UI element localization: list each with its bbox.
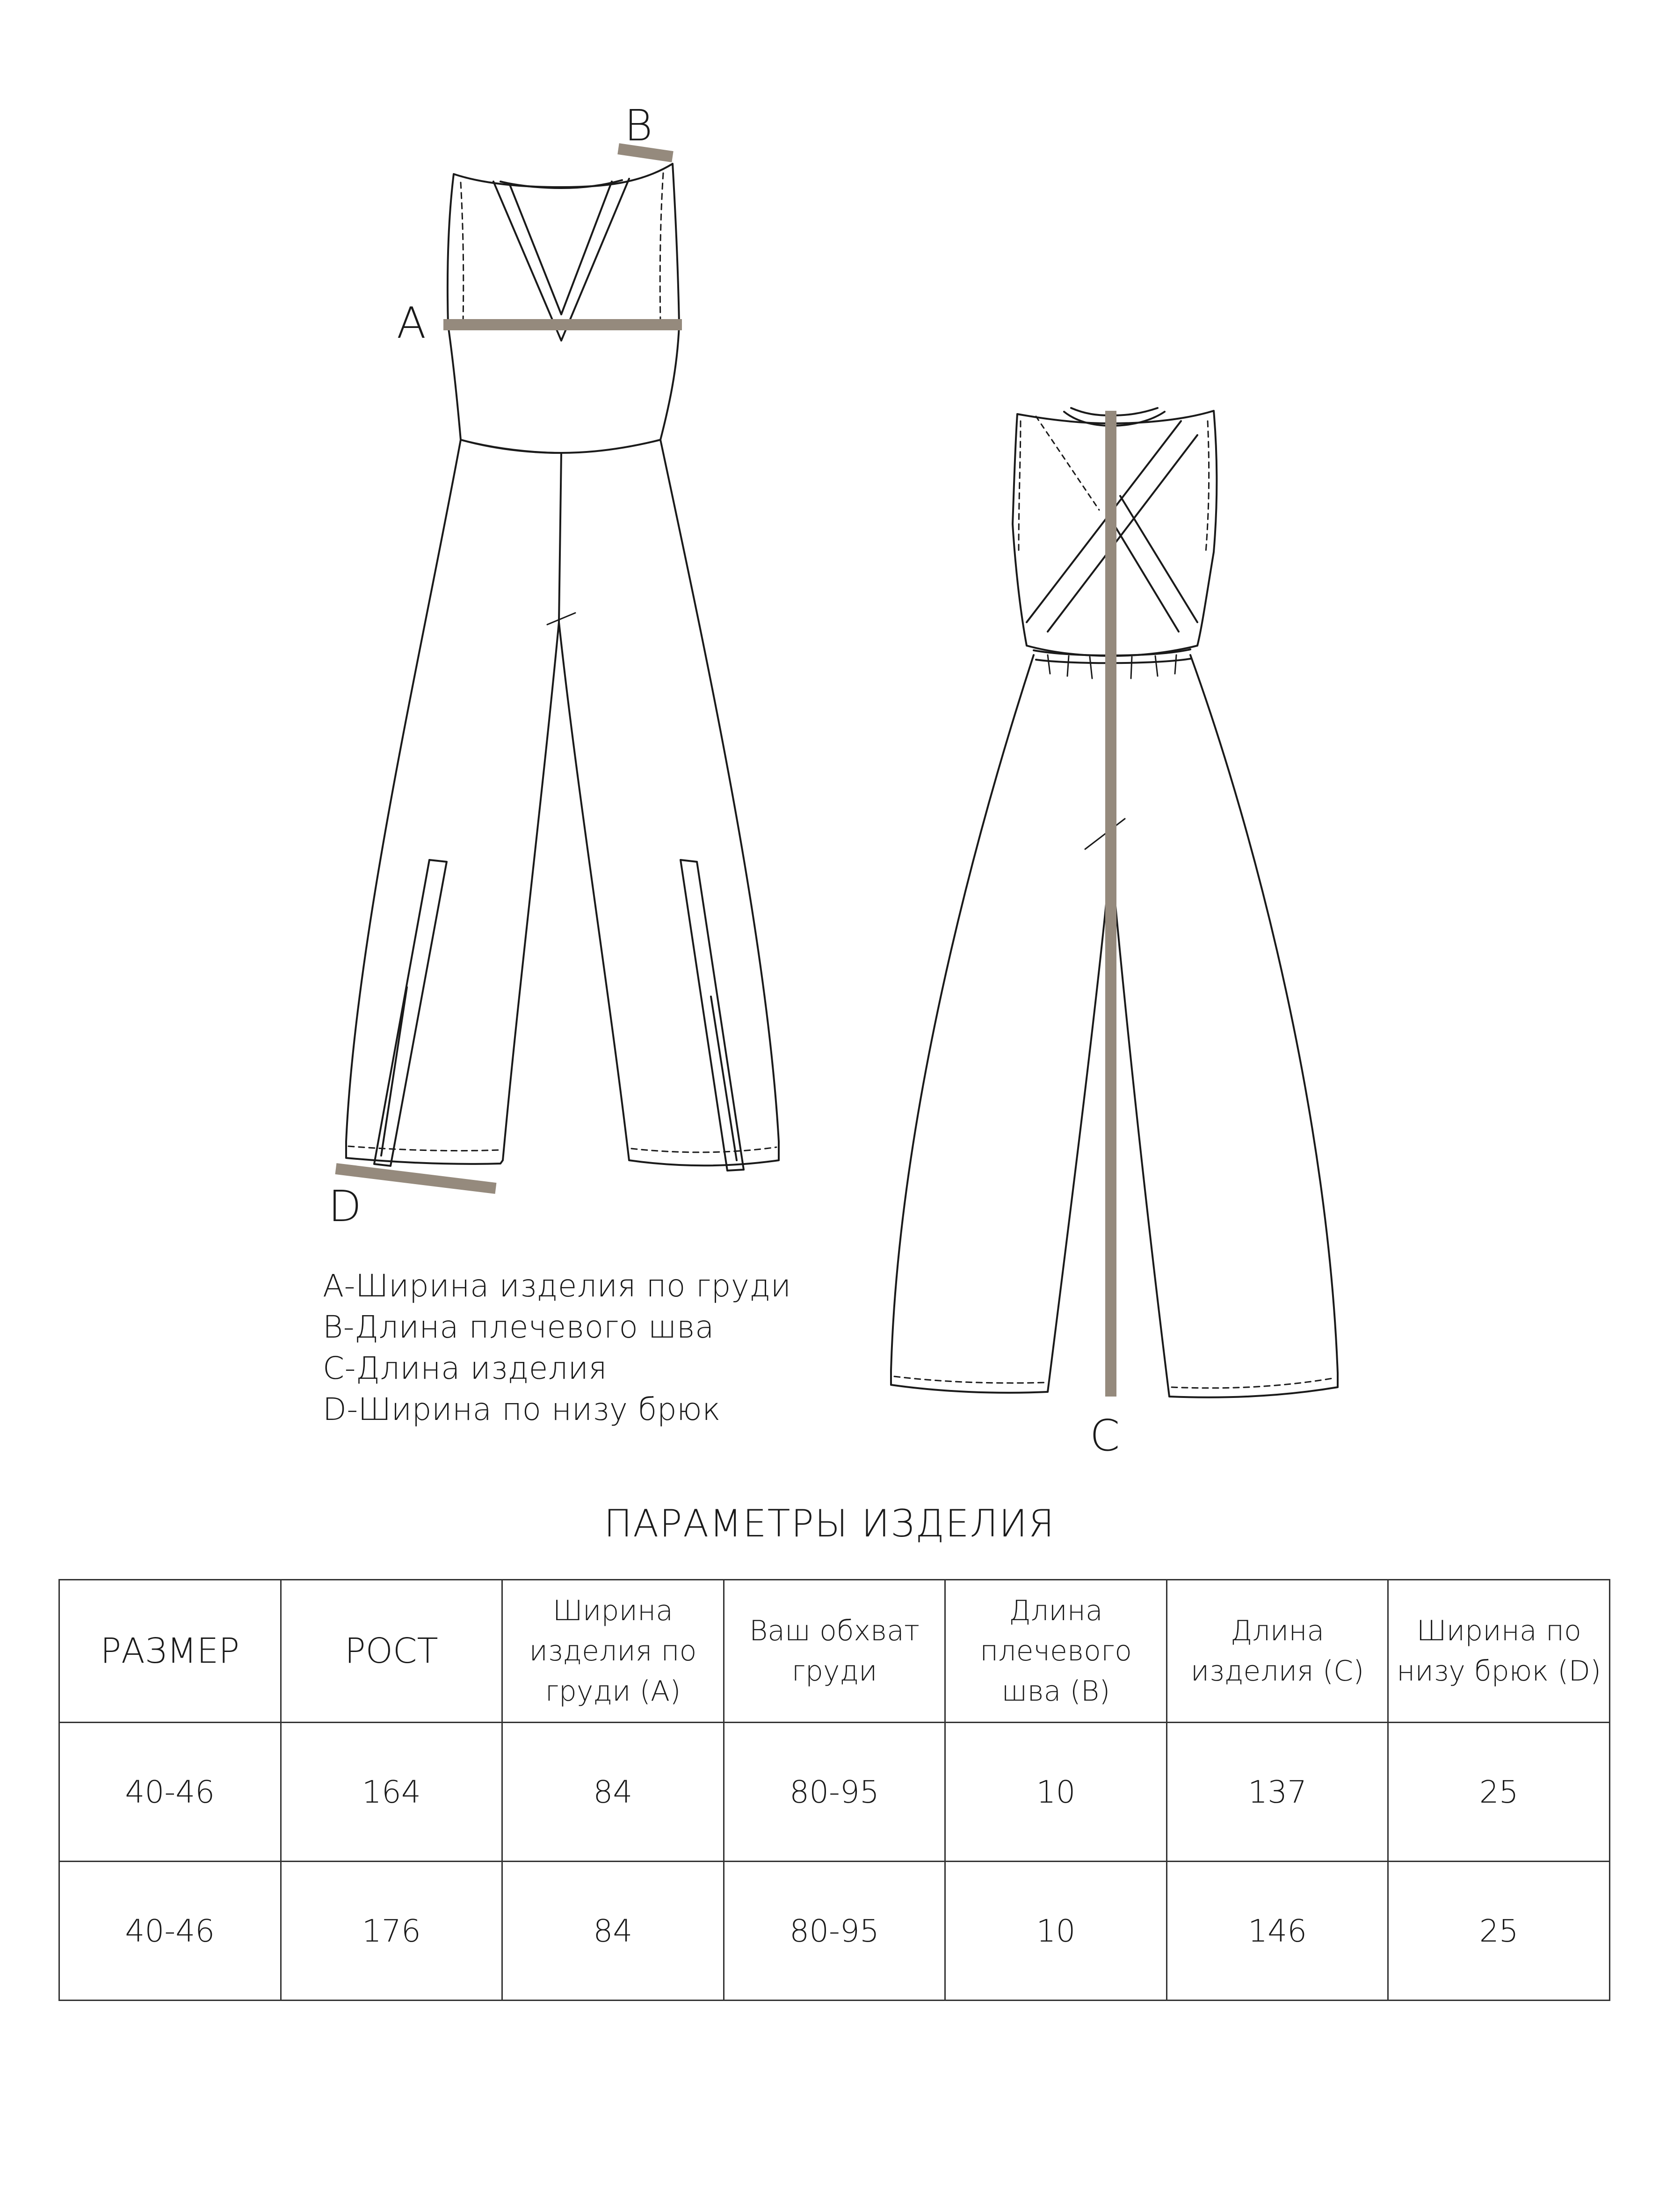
label-b: B [624, 101, 653, 151]
table-row [59, 1862, 1610, 2001]
table-cell: 80-95 [724, 1723, 945, 1862]
table-cell: 84 [502, 1723, 724, 1862]
table-row [59, 1723, 1610, 1862]
header-chest-width: Ширина изделия по груди (А) [502, 1580, 724, 1723]
table-cell: 164 [281, 1723, 502, 1862]
legend-item-d: D-Ширина по низу брюк [323, 1391, 721, 1427]
header-garment-length: Длина изделия (С) [1166, 1580, 1388, 1723]
table-cell: 10 [945, 1862, 1167, 2001]
label-a: A [397, 298, 426, 348]
measurement-legend [323, 1266, 791, 1430]
legend-item-b: В-Длина плечевого шва [323, 1309, 714, 1345]
table-cell: 40-46 [59, 1862, 281, 2001]
table-header-row [59, 1580, 1610, 1723]
header-size: РАЗМЕР [59, 1580, 281, 1723]
legend-item-c: С-Длина изделия [323, 1350, 608, 1386]
table-cell: 137 [1166, 1723, 1388, 1862]
table-cell: 146 [1166, 1862, 1388, 2001]
header-shoulder-length: Длина плечевого шва (В) [945, 1580, 1167, 1723]
header-height: РОСТ [281, 1580, 502, 1723]
table-title: ПАРАМЕТРЫ ИЗДЕЛИЯ [604, 1502, 1055, 1545]
header-hem-width: Ширина по низу брюк (D) [1388, 1580, 1610, 1723]
label-c: C [1090, 1411, 1120, 1461]
table-cell: 80-95 [724, 1862, 945, 2001]
table-cell: 25 [1388, 1723, 1610, 1862]
size-parameters-table [58, 1579, 1610, 2001]
legend-item-a: А-Ширина изделия по груди [323, 1268, 791, 1304]
table-cell: 84 [502, 1862, 724, 2001]
table-cell: 25 [1388, 1862, 1610, 2001]
table-cell: 10 [945, 1723, 1167, 1862]
measurement-bars [336, 149, 1111, 1397]
header-bust: Ваш обхват груди [724, 1580, 945, 1723]
table-cell: 176 [281, 1862, 502, 2001]
table-cell: 40-46 [59, 1723, 281, 1862]
label-d: D [328, 1181, 362, 1231]
